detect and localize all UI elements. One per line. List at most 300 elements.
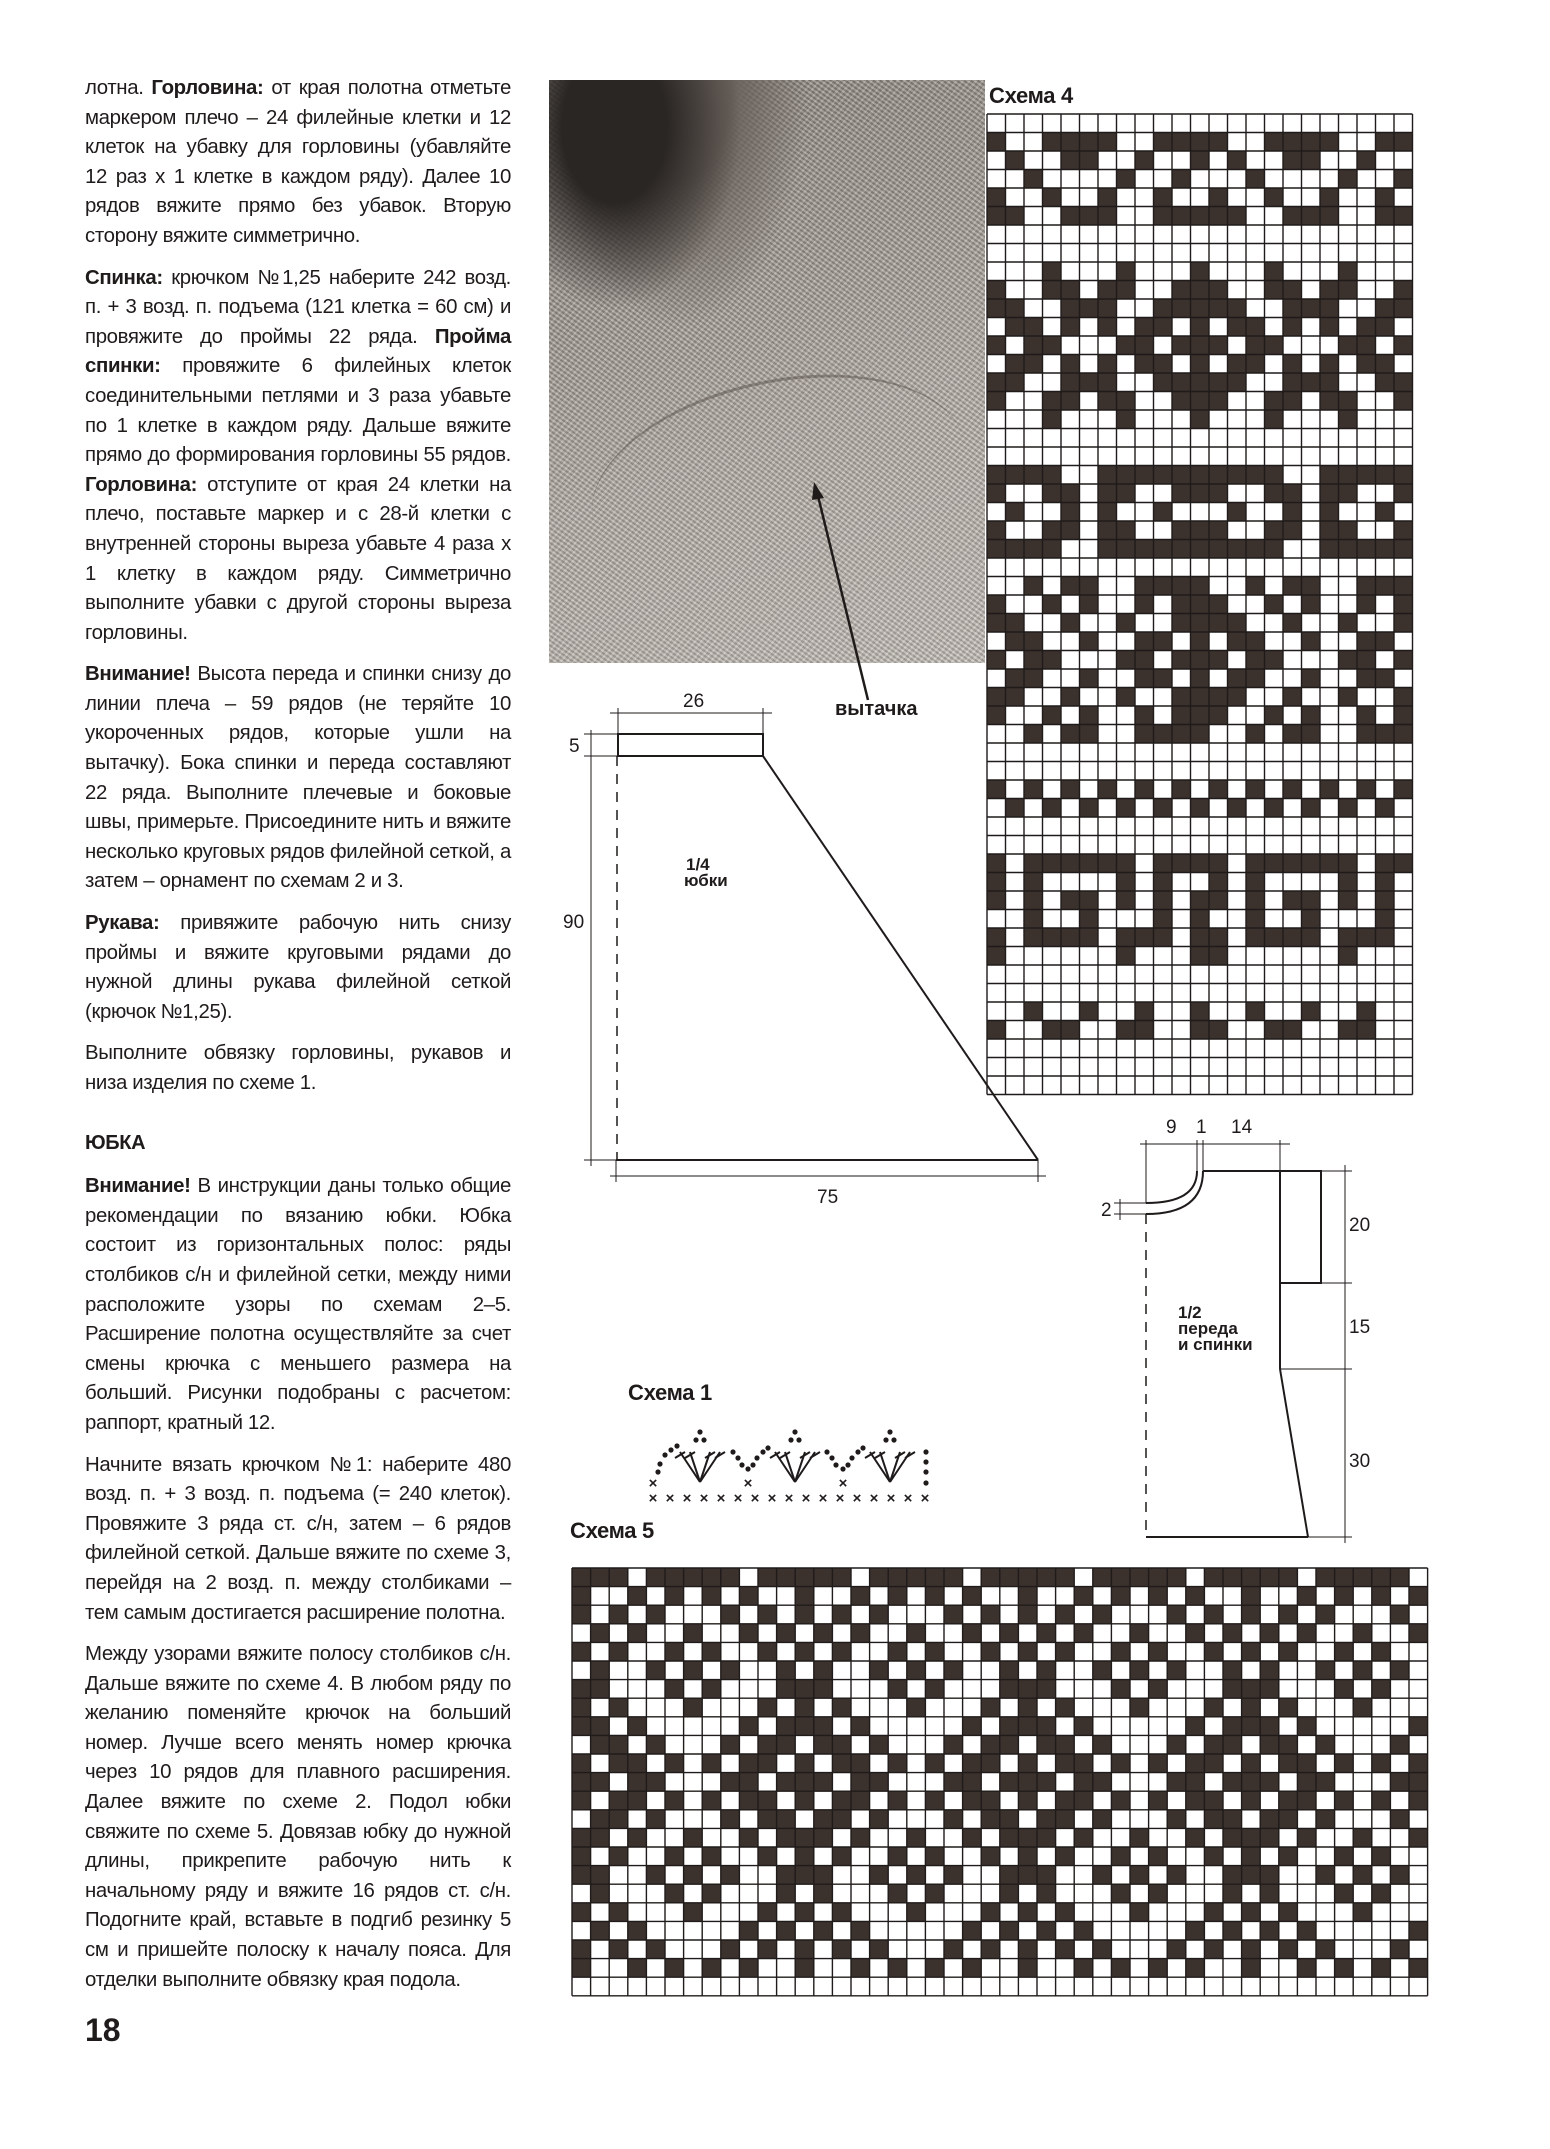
filled-cell: [1111, 1680, 1130, 1699]
filled-cell: [1018, 1940, 1037, 1959]
filled-cell: [1335, 1847, 1354, 1866]
filled-cell: [758, 1642, 777, 1661]
filled-cell: [1093, 1810, 1112, 1829]
filled-cell: [591, 1735, 610, 1754]
filled-cell: [1186, 1791, 1205, 1810]
filled-cell: [1353, 1661, 1372, 1680]
filled-cell: [1018, 1605, 1037, 1624]
filled-cell: [1037, 1680, 1056, 1699]
filled-cell: [832, 1698, 851, 1717]
single-crochet-icon: ×: [852, 1490, 862, 1507]
filled-cell: [1056, 1642, 1075, 1661]
filled-cell: [888, 1587, 907, 1606]
filled-cell: [591, 1810, 610, 1829]
filled-cell: [1056, 1810, 1075, 1829]
filled-cell: [1372, 1642, 1391, 1661]
filled-cell: [795, 1828, 814, 1847]
filled-cell: [684, 1568, 703, 1587]
filled-cell: [758, 1791, 777, 1810]
filled-cell: [1316, 1605, 1335, 1624]
filled-cell: [1111, 1959, 1130, 1978]
filled-cell: [665, 1791, 684, 1810]
filled-cell: [1037, 1866, 1056, 1885]
filled-cell: [907, 1568, 926, 1587]
filled-cell: [702, 1847, 721, 1866]
filled-cell: [609, 1568, 628, 1587]
filled-cell: [1297, 1587, 1316, 1606]
filled-cell: [1409, 1959, 1428, 1978]
filled-cell: [646, 1940, 665, 1959]
filled-cell: [981, 1735, 1000, 1754]
filled-cell: [1186, 1959, 1205, 1978]
filled-cell: [888, 1568, 907, 1587]
filled-cell: [1204, 1903, 1223, 1922]
filled-cell: [1000, 1568, 1019, 1587]
filled-cell: [721, 1773, 740, 1792]
filled-cell: [1037, 1568, 1056, 1587]
filled-cell: [963, 1791, 982, 1810]
filled-cell: [1335, 1568, 1354, 1587]
filled-cell: [628, 1921, 647, 1940]
filled-cell: [795, 1605, 814, 1624]
filled-cell: [1353, 1624, 1372, 1643]
filled-cell: [1018, 1568, 1037, 1587]
filled-cell: [1260, 1773, 1279, 1792]
filled-cell: [963, 1773, 982, 1792]
paragraph-skirt-continue: Между узорами вяжите полосу столбиков с/н. Дальше вяжите по схеме 4. В любом ряду по желанию поменяйте крючок на больший номер. Лучше всего менять номер крючка через 10 рядов для плавного расширения. Далее вяжите по схеме 2. Подол юбки свяжите по схеме 5. Довязав юбку до нужной длины, прикрепите рабочую нить к начальному ряду и вяжите 16 рядов ст. с/н. Подогните край, вставьте в подгиб резинку 5 см и пришейте полоску к началу пояса. Для отделки выполните обвязку края подола.: [85, 1643, 511, 1991]
filled-cell: [814, 1661, 833, 1680]
filled-cell: [739, 1773, 758, 1792]
filled-cell: [832, 1940, 851, 1959]
filled-cell: [739, 1754, 758, 1773]
filled-cell: [702, 1587, 721, 1606]
single-crochet-icon: ×: [869, 1490, 879, 1507]
filled-cell: [1297, 1959, 1316, 1978]
dim-shoulder: 14: [1231, 1117, 1253, 1138]
filled-cell: [1390, 1605, 1409, 1624]
filled-cell: [1353, 1828, 1372, 1847]
filled-cell: [888, 1642, 907, 1661]
filled-cell: [684, 1661, 703, 1680]
filled-cell: [1111, 1791, 1130, 1810]
filled-cell: [609, 1642, 628, 1661]
filled-cell: [1297, 1791, 1316, 1810]
filled-cell: [777, 1680, 796, 1699]
filled-cell: [1167, 1605, 1186, 1624]
filled-cell: [1000, 1884, 1019, 1903]
filled-cell: [1149, 1568, 1168, 1587]
dim-waistband: 5: [569, 736, 580, 757]
paragraph-front-neckline: лотна. Горловина: от края полотна отметьте маркером плечо – 24 филейные клетки и 12 клеток на убавку для горловины (убавляйте 12 раз х 1 клетке в каждом ряду). Далее 10 рядов вяжите прямо без убавок. Вторую сторону вяжите симметрично.: [85, 77, 511, 247]
filled-cell: [1167, 1866, 1186, 1885]
filled-cell: [1074, 1921, 1093, 1940]
filled-cell: [684, 1828, 703, 1847]
filled-cell: [702, 1884, 721, 1903]
filled-cell: [1167, 1661, 1186, 1680]
filled-cell: [739, 1921, 758, 1940]
filled-cell: [572, 1828, 591, 1847]
filled-cell: [1223, 1866, 1242, 1885]
filled-cell: [1186, 1921, 1205, 1940]
filled-cell: [870, 1940, 889, 1959]
filled-cell: [1260, 1624, 1279, 1643]
filled-cell: [963, 1717, 982, 1736]
filled-cell: [1074, 1828, 1093, 1847]
filled-cell: [1074, 1791, 1093, 1810]
filled-cell: [1056, 1791, 1075, 1810]
filled-cell: [739, 1717, 758, 1736]
filled-cell: [777, 1717, 796, 1736]
filled-cell: [1223, 1921, 1242, 1940]
filled-cell: [1204, 1940, 1223, 1959]
filled-cell: [870, 1568, 889, 1587]
filled-cell: [925, 1791, 944, 1810]
filled-cell: [888, 1884, 907, 1903]
filled-cell: [1018, 1680, 1037, 1699]
filled-cell: [1111, 1587, 1130, 1606]
filled-cell: [777, 1661, 796, 1680]
dim-neck-width: 9: [1166, 1117, 1177, 1138]
filled-cell: [814, 1921, 833, 1940]
filled-cell: [1242, 1773, 1261, 1792]
filled-cell: [1130, 1903, 1149, 1922]
filled-cell: [1279, 1568, 1298, 1587]
filled-cell: [665, 1754, 684, 1773]
filled-cell: [1204, 1735, 1223, 1754]
filled-cell: [944, 1568, 963, 1587]
filled-cell: [888, 1959, 907, 1978]
single-crochet-icon: ×: [648, 1475, 658, 1492]
filled-cell: [1297, 1624, 1316, 1643]
filled-cell: [1372, 1754, 1391, 1773]
filled-cell: [851, 1791, 870, 1810]
filled-cell: [1242, 1959, 1261, 1978]
filled-cell: [609, 1810, 628, 1829]
filled-cell: [609, 1847, 628, 1866]
filled-cell: [1372, 1847, 1391, 1866]
filled-cell: [851, 1717, 870, 1736]
filled-cell: [1018, 1642, 1037, 1661]
filled-cell: [1279, 1698, 1298, 1717]
filled-cell: [1111, 1754, 1130, 1773]
filled-cell: [907, 1866, 926, 1885]
filled-cell: [628, 1624, 647, 1643]
filled-cell: [572, 1940, 591, 1959]
filled-cell: [1409, 1717, 1428, 1736]
filled-cell: [1297, 1773, 1316, 1792]
filled-cell: [777, 1828, 796, 1847]
filled-cell: [1409, 1921, 1428, 1940]
filled-cell: [1037, 1624, 1056, 1643]
filled-cell: [684, 1698, 703, 1717]
filled-cell: [1223, 1661, 1242, 1680]
filled-cell: [944, 1810, 963, 1829]
filled-cell: [1018, 1791, 1037, 1810]
filled-cell: [963, 1754, 982, 1773]
filled-cell: [1037, 1717, 1056, 1736]
filled-cell: [591, 1568, 610, 1587]
filled-cell: [1390, 1661, 1409, 1680]
filled-cell: [1335, 1642, 1354, 1661]
filled-cell: [1297, 1828, 1316, 1847]
filled-cell: [1111, 1642, 1130, 1661]
filled-cell: [1093, 1605, 1112, 1624]
filled-cell: [609, 1940, 628, 1959]
filled-cell: [795, 1642, 814, 1661]
filled-cell: [1018, 1959, 1037, 1978]
dim-height: 90: [563, 912, 585, 933]
filled-cell: [758, 1847, 777, 1866]
filled-cell: [739, 1959, 758, 1978]
filled-cell: [1390, 1568, 1409, 1587]
filled-cell: [1037, 1773, 1056, 1792]
filled-cell: [1242, 1903, 1261, 1922]
filled-cell: [814, 1624, 833, 1643]
filled-cell: [795, 1903, 814, 1922]
filled-cell: [1186, 1587, 1205, 1606]
filled-cell: [1353, 1866, 1372, 1885]
filled-cell: [1409, 1624, 1428, 1643]
filled-cell: [832, 1847, 851, 1866]
filled-cell: [1409, 1791, 1428, 1810]
filled-cell: [1390, 1773, 1409, 1792]
single-crochet-icon: ×: [920, 1490, 930, 1507]
paragraph-attention: Внимание! Высота переда и спинки снизу до линии плеча – 59 рядов (не теряйте 10 укороченных рядов, которые ушли на вытачку). Бока спинки и переда составляют 22 ряда. Выполните плечевые и боковые швы, примерьте. Присоедините нить и вяжите несколько круговых рядов филейной сеткой, а затем – орнамент по схемам 2 и 3.: [85, 663, 511, 893]
filled-cell: [888, 1680, 907, 1699]
filled-cell: [1260, 1921, 1279, 1940]
filled-cell: [1279, 1810, 1298, 1829]
filled-cell: [665, 1680, 684, 1699]
filled-cell: [1260, 1735, 1279, 1754]
filled-cell: [591, 1773, 610, 1792]
filled-cell: [739, 1791, 758, 1810]
filled-cell: [1297, 1754, 1316, 1773]
filled-cell: [1056, 1903, 1075, 1922]
dart-label: вытачка: [835, 698, 918, 720]
filled-cell: [981, 1568, 1000, 1587]
paragraph-skirt-attention: Внимание! В инструкции даны только общие рекомендации по вязанию юбки. Юбка состоит из горизонтальных полос: ряды столбиков с/н и филейной сетки, между ними расположите узоры по схемам 2–5. Расширение полотна осуществляйте за счет смены крючка с меньшего размера на больший. Рисунки подобраны с расчетом: раппорт, кратный 12.: [85, 1175, 511, 1434]
filled-cell: [1093, 1866, 1112, 1885]
filled-cell: [721, 1605, 740, 1624]
filled-cell: [1018, 1847, 1037, 1866]
filled-cell: [1000, 1810, 1019, 1829]
filled-cell: [777, 1568, 796, 1587]
filled-cell: [1223, 1810, 1242, 1829]
filled-cell: [795, 1866, 814, 1885]
filled-cell: [1149, 1791, 1168, 1810]
filled-cell: [1130, 1661, 1149, 1680]
filled-cell: [1297, 1921, 1316, 1940]
filled-cell: [981, 1847, 1000, 1866]
filled-cell: [1130, 1828, 1149, 1847]
filled-cell: [739, 1624, 758, 1643]
filled-cell: [832, 1735, 851, 1754]
filled-cell: [1130, 1866, 1149, 1885]
filled-cell: [870, 1735, 889, 1754]
filled-cell: [628, 1773, 647, 1792]
filled-cell: [870, 1773, 889, 1792]
filled-cell: [1037, 1884, 1056, 1903]
filled-cell: [758, 1568, 777, 1587]
filled-cell: [591, 1661, 610, 1680]
dim-lower-side: 30: [1349, 1451, 1371, 1472]
filled-cell: [1316, 1866, 1335, 1885]
filled-cell: [795, 1959, 814, 1978]
filled-cell: [795, 1587, 814, 1606]
filled-cell: [1260, 1828, 1279, 1847]
filled-cell: [1390, 1735, 1409, 1754]
filled-cell: [1223, 1568, 1242, 1587]
filled-cell: [1242, 1847, 1261, 1866]
filled-cell: [925, 1884, 944, 1903]
filled-cell: [795, 1847, 814, 1866]
filled-cell: [832, 1810, 851, 1829]
filled-cell: [572, 1642, 591, 1661]
filled-cell: [944, 1735, 963, 1754]
filled-cell: [907, 1698, 926, 1717]
filled-cell: [665, 1568, 684, 1587]
filled-cell: [832, 1903, 851, 1922]
filled-cell: [1167, 1940, 1186, 1959]
filled-cell: [684, 1866, 703, 1885]
filled-cell: [646, 1568, 665, 1587]
filled-cell: [1372, 1791, 1391, 1810]
filled-cell: [1167, 1773, 1186, 1792]
filled-cell: [1223, 1884, 1242, 1903]
filled-cell: [1316, 1940, 1335, 1959]
filled-cell: [721, 1661, 740, 1680]
filled-cell: [981, 1940, 1000, 1959]
filled-cell: [981, 1810, 1000, 1829]
filled-cell: [1018, 1866, 1037, 1885]
filled-cell: [1260, 1884, 1279, 1903]
filled-cell: [1167, 1568, 1186, 1587]
paragraph-skirt-start: Начните вязать крючком №1: наберите 480 возд. п. + 3 возд. п. подъема (= 240 клеток). Провяжите 3 ряда ст. с/н, затем – 6 рядов филейной сеткой. Дальше вяжите по схеме 3, перейдя на 2 возд. п. между столбиками – тем самым достигается расширение полотна.: [85, 1453, 511, 1624]
filled-cell: [1000, 1624, 1019, 1643]
filled-cell: [1056, 1754, 1075, 1773]
filled-cell: [758, 1735, 777, 1754]
filled-cell: [1000, 1661, 1019, 1680]
filled-cell: [572, 1568, 591, 1587]
filled-cell: [870, 1661, 889, 1680]
paragraph-sleeves: Рукава: привяжите рабочую нить снизу проймы и вяжите круговыми рядами до нужной длины рукава филейной сеткой (крючок №1,25).: [85, 912, 511, 1023]
filled-cell: [814, 1866, 833, 1885]
filled-cell: [795, 1568, 814, 1587]
filled-cell: [758, 1698, 777, 1717]
single-crochet-icon: ×: [743, 1475, 753, 1492]
filled-cell: [591, 1624, 610, 1643]
filled-cell: [646, 1773, 665, 1792]
filled-cell: [572, 1754, 591, 1773]
filled-cell: [1279, 1940, 1298, 1959]
filled-cell: [981, 1754, 1000, 1773]
filled-cell: [944, 1661, 963, 1680]
single-crochet-icon: ×: [838, 1475, 848, 1492]
filled-cell: [1223, 1828, 1242, 1847]
filled-cell: [1074, 1773, 1093, 1792]
filled-cell: [795, 1940, 814, 1959]
body-caption-line3: и спинки: [1178, 1335, 1253, 1354]
filled-cell: [1242, 1828, 1261, 1847]
filled-cell: [721, 1866, 740, 1885]
filled-cell: [702, 1568, 721, 1587]
filled-cell: [572, 1605, 591, 1624]
filled-cell: [646, 1661, 665, 1680]
filled-cell: [609, 1698, 628, 1717]
filled-cell: [1056, 1847, 1075, 1866]
filled-cell: [1000, 1773, 1019, 1792]
filled-cell: [777, 1921, 796, 1940]
filled-cell: [870, 1866, 889, 1885]
filled-cell: [1372, 1568, 1391, 1587]
filled-cell: [1204, 1810, 1223, 1829]
filled-cell: [925, 1847, 944, 1866]
filled-cell: [665, 1642, 684, 1661]
filled-cell: [870, 1810, 889, 1829]
filled-cell: [925, 1568, 944, 1587]
filled-cell: [832, 1754, 851, 1773]
skirt-heading: ЮБКА: [85, 1131, 146, 1154]
filled-cell: [1242, 1791, 1261, 1810]
filled-cell: [1316, 1661, 1335, 1680]
single-crochet-icon: ×: [648, 1490, 658, 1507]
filled-cell: [591, 1884, 610, 1903]
body-caption-fraction: 1/2: [1178, 1303, 1202, 1322]
dim-neck-depth: 2: [1101, 1200, 1112, 1221]
filled-cell: [1260, 1717, 1279, 1736]
filled-cell: [646, 1866, 665, 1885]
filled-cell: [814, 1568, 833, 1587]
filled-cell: [925, 1959, 944, 1978]
filled-cell: [1242, 1940, 1261, 1959]
filled-cell: [944, 1605, 963, 1624]
filled-cell: [1204, 1754, 1223, 1773]
filled-cell: [572, 1903, 591, 1922]
filled-cell: [814, 1735, 833, 1754]
single-crochet-icon: ×: [716, 1490, 726, 1507]
filled-cell: [1130, 1624, 1149, 1643]
filled-cell: [609, 1791, 628, 1810]
filled-cell: [1000, 1735, 1019, 1754]
filled-cell: [702, 1959, 721, 1978]
filled-cell: [1018, 1903, 1037, 1922]
dim-top-width: 26: [683, 691, 705, 712]
filled-cell: [795, 1680, 814, 1699]
filled-cell: [721, 1568, 740, 1587]
filled-cell: [981, 1791, 1000, 1810]
filled-cell: [1000, 1680, 1019, 1699]
body-caption-line2: переда: [1178, 1319, 1238, 1338]
filled-cell: [609, 1754, 628, 1773]
filled-cell: [888, 1847, 907, 1866]
filled-cell: [1204, 1642, 1223, 1661]
dim-bottom-width: 75: [817, 1187, 839, 1208]
filled-cell: [1390, 1810, 1409, 1829]
filled-cell: [1056, 1568, 1075, 1587]
filled-cell: [777, 1866, 796, 1885]
filled-cell: [1223, 1773, 1242, 1792]
filled-cell: [758, 1810, 777, 1829]
filled-cell: [907, 1624, 926, 1643]
filled-cell: [1018, 1587, 1037, 1606]
filled-cell: [814, 1810, 833, 1829]
filled-cell: [981, 1642, 1000, 1661]
filled-cell: [814, 1828, 833, 1847]
filled-cell: [1149, 1884, 1168, 1903]
filled-cell: [628, 1754, 647, 1773]
filled-cell: [628, 1791, 647, 1810]
filled-cell: [851, 1828, 870, 1847]
